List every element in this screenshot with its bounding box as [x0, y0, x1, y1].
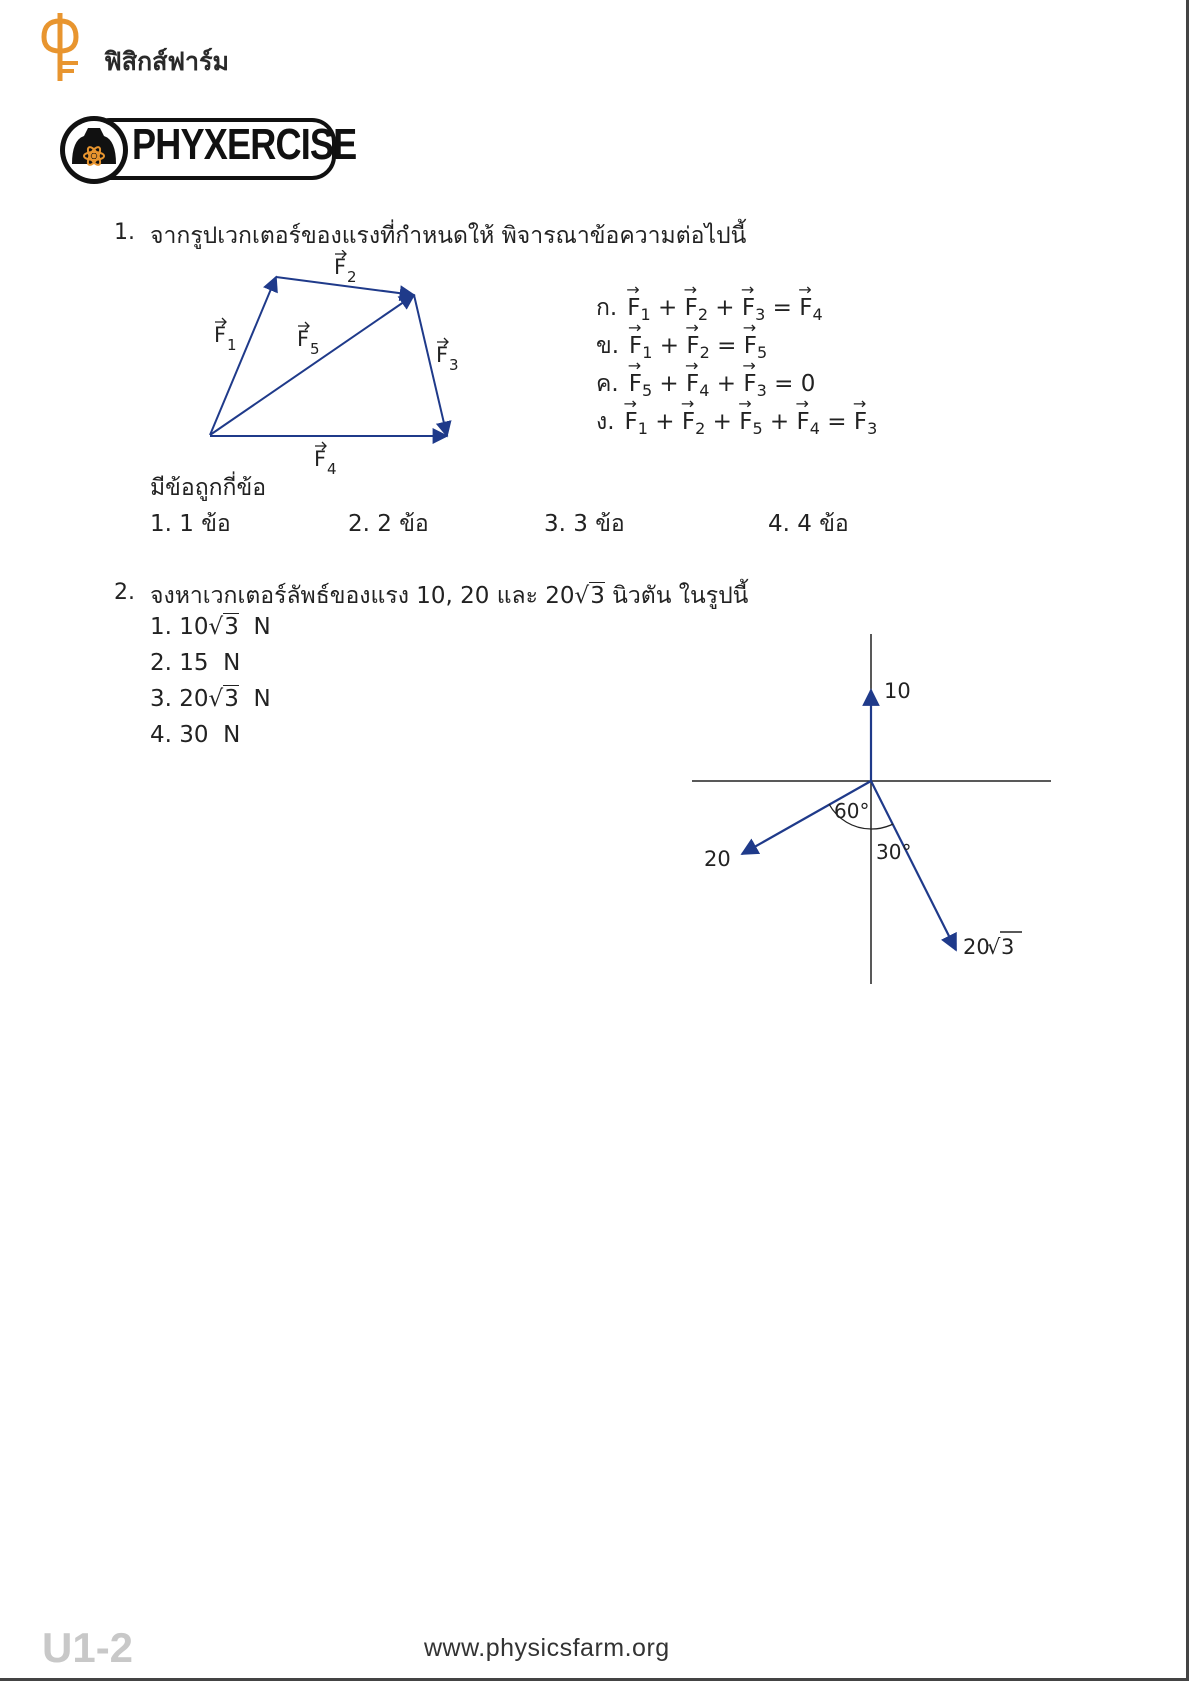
- force-vector-term: → $F_3$: [742, 295, 765, 324]
- force-vector-term: → $F_2$: [682, 409, 705, 438]
- q1-statement: ค.→ $F_5$ + → $F_4$ + → $F_3 = 0$: [596, 366, 815, 402]
- svg-text:1: 1: [227, 336, 237, 354]
- sqrt-symbol: √3: [208, 686, 239, 712]
- svg-text:F: F: [314, 447, 327, 471]
- statement-label: ก.: [596, 295, 618, 321]
- q2-prompt: [150, 578, 748, 614]
- sqrt-symbol: √3: [574, 583, 605, 609]
- force-vector-term: → $F_1$: [629, 333, 652, 362]
- q1-number: 1.: [114, 220, 135, 245]
- choice-value: 30: [179, 722, 209, 748]
- choice-number: 2.: [150, 650, 172, 676]
- svg-text:F: F: [297, 327, 310, 351]
- force-vector-term: → $F_1$: [625, 409, 648, 438]
- angle-30-arc: [871, 824, 893, 829]
- q1-prompt: จากรูปเวกเตอร์ของแรงที่กำหนดให้ พิจารณาข้อความต่อไปนี้: [150, 223, 747, 249]
- q2-prompt-start: จงหาเวกเตอร์ลัพธ์ของแรง 10, 20 และ 20: [150, 583, 575, 609]
- svg-text:4: 4: [327, 460, 337, 478]
- vector-f2: [276, 277, 414, 295]
- q1-statement: ง.→ $F_1$ + → $F_2$ + → $F_5$ + → $F_4$ = → $F_3$: [596, 404, 877, 440]
- svg-text:5: 5: [310, 340, 320, 358]
- q2-force-diagram: [680, 630, 1060, 990]
- force-vector-result: → $F_5$: [744, 333, 767, 362]
- choice-unit: N: [223, 722, 241, 748]
- badge-title: PHYXERCISE: [132, 120, 357, 169]
- brand-logo-icon: [40, 12, 84, 82]
- force-vector-term: → $F_4$: [797, 409, 820, 438]
- statement-label: ค.: [596, 371, 619, 397]
- q1-subprompt: มีข้อถูกกี่ข้อ: [150, 475, 267, 501]
- brand-name: ฟิสิกส์ฟาร์ม: [104, 47, 229, 76]
- label-angle-60: 60°: [834, 799, 870, 823]
- label-f2: [334, 250, 357, 286]
- svg-text:F: F: [436, 343, 449, 367]
- vector-f5: [210, 295, 414, 435]
- footer-url[interactable]: www.physicsfarm.org: [424, 1634, 670, 1662]
- force-vector-term: → $F_4$: [686, 371, 709, 400]
- svg-text:20: 20: [963, 935, 990, 959]
- force-vector-result: → $F_4$: [799, 295, 822, 324]
- result-zero: 0: [800, 371, 816, 397]
- force-20root3-arrow: [871, 781, 956, 950]
- radicand: 3: [590, 583, 605, 609]
- svg-text:2: 2: [347, 268, 357, 286]
- label-f3: [436, 338, 459, 374]
- page-number: U1-2: [42, 1624, 134, 1671]
- svg-text:3: 3: [1001, 935, 1015, 959]
- q1-choice-3[interactable]: 3. 3 ข้อ: [544, 511, 625, 537]
- label-angle-30: 30°: [876, 840, 912, 864]
- force-vector-term: → $F_2$: [686, 333, 709, 362]
- radicand: 3: [224, 686, 239, 712]
- choice-number: 3.: [150, 686, 172, 712]
- svg-text:F: F: [334, 255, 347, 279]
- force-vector-term: → $F_1$: [627, 295, 650, 324]
- radicand: 3: [224, 614, 239, 640]
- force-vector-term: → $F_3$: [743, 371, 766, 400]
- label-10: 10: [884, 679, 911, 703]
- svg-text:F: F: [214, 323, 227, 347]
- q2-number: 2.: [114, 580, 135, 605]
- sqrt-symbol: √3: [208, 614, 239, 640]
- q1-statement: ข.→ $F_1$ + → $F_2$ = → $F_5$: [596, 328, 767, 364]
- choice-value: 15: [179, 650, 209, 676]
- label-f5: [297, 322, 320, 358]
- q2-prompt-end: นิวตัน ในรูปนี้: [604, 583, 749, 609]
- q1-choice-2[interactable]: 2. 2 ข้อ: [348, 511, 429, 537]
- statement-label: ง.: [596, 409, 615, 435]
- force-vector-result: → $F_3$: [854, 409, 877, 438]
- label-f1: [214, 318, 237, 354]
- force-vector-term: → $F_5$: [629, 371, 652, 400]
- q2-choice-4[interactable]: [150, 722, 240, 748]
- choice-value: 10: [179, 614, 209, 640]
- q2-choice-3[interactable]: [150, 686, 271, 712]
- svg-text:3: 3: [449, 356, 459, 374]
- choice-value: 20: [179, 686, 209, 712]
- q1-statement: ก.→ $F_1$ + → $F_2$ + → $F_3$ = → $F_4$: [596, 290, 823, 326]
- choice-number: 1.: [150, 614, 172, 640]
- statement-label: ข.: [596, 333, 620, 359]
- label-20: 20: [704, 847, 731, 871]
- q1-choice-1[interactable]: 1. 1 ข้อ: [150, 511, 231, 537]
- q1-vector-diagram: [190, 250, 490, 480]
- force-vector-term: → $F_2$: [685, 295, 708, 324]
- label-20-root-3: [963, 932, 1022, 959]
- choice-unit: N: [253, 614, 271, 640]
- choice-unit: N: [253, 686, 271, 712]
- q1-choice-4[interactable]: 4. 4 ข้อ: [768, 511, 849, 537]
- svg-text:√: √: [987, 935, 1001, 959]
- choice-number: 4.: [150, 722, 172, 748]
- force-vector-term: → $F_5$: [739, 409, 762, 438]
- q2-choice-1[interactable]: [150, 614, 271, 640]
- q2-choice-2[interactable]: [150, 650, 240, 676]
- choice-unit: N: [223, 650, 241, 676]
- label-f4: [314, 442, 337, 478]
